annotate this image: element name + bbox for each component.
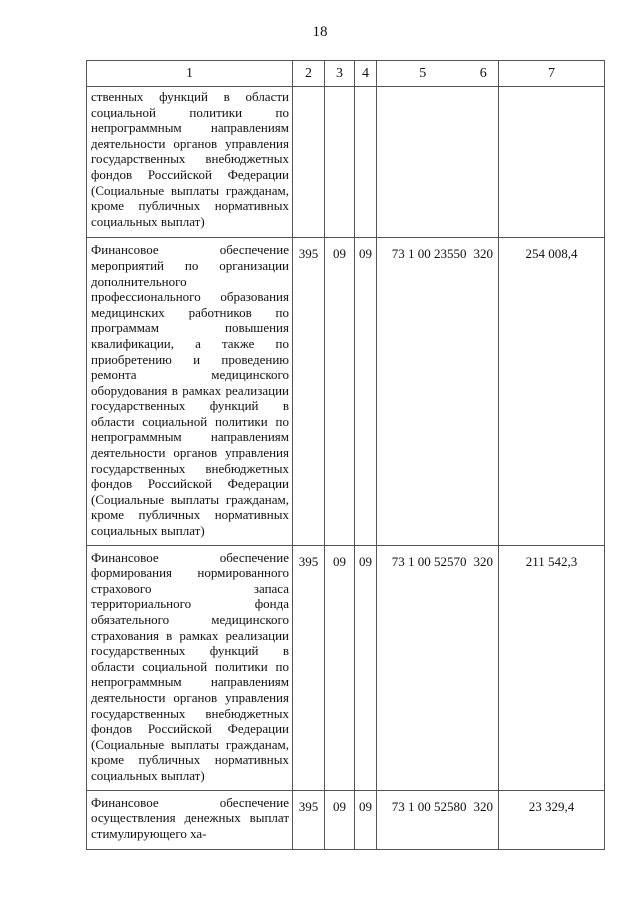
table-row — [87, 87, 605, 238]
header-col-5: 5 — [377, 61, 469, 87]
row-amount: 254 008,4 — [499, 238, 605, 545]
row-subsection: 09 — [355, 545, 377, 790]
row-amount: 211 542,3 — [499, 545, 605, 790]
row-name: Финансовое обеспечение мероприятий по организации дополнительного профессионального образования медицинских работников по программам повышения квалификации, а также по приобретению и проведению ремонта медицинского оборудования в рамках реализации государственных функций в области социальной политики по непрограммным направлениям деятельности органов управления государственных внебюджетных фондов Российской Федерации (Социальные выплаты гражданам, кроме публичных нормативных социальных выплат) — [87, 238, 293, 545]
row-expense-type: 320 — [469, 545, 499, 790]
row-section: 09 — [325, 545, 355, 790]
row-section: 09 — [325, 238, 355, 545]
row-expense-type — [469, 87, 499, 238]
header-col-2: 2 — [293, 61, 325, 87]
row-section: 09 — [325, 790, 355, 850]
row-target-code: 73 1 00 52570 — [377, 545, 469, 790]
row-target-code — [377, 87, 469, 238]
row-expense-type: 320 — [469, 238, 499, 545]
header-col-3: 3 — [325, 61, 355, 87]
table-header-row — [87, 61, 605, 87]
header-col-4: 4 — [355, 61, 377, 87]
row-target-code: 73 1 00 23550 — [377, 238, 469, 545]
row-subsection: 09 — [355, 238, 377, 545]
row-name: Финансовое обеспечение формирования нормированного страхового запаса территориального фонда обязательного медицинского страхования в рамках реализации государственных функций в области социальной политики по непрограммным направлениям деятельности органов управления государственных внебюджетных фондов Российской Федерации (Социальные выплаты гражданам, кроме публичных нормативных социальных выплат) — [87, 545, 293, 790]
page-number: 18 — [312, 24, 328, 40]
header-col-7: 7 — [499, 61, 605, 87]
row-subsection — [355, 87, 377, 238]
row-amount — [499, 87, 605, 238]
row-target-code: 73 1 00 52580 — [377, 790, 469, 850]
header-col-1: 1 — [87, 61, 293, 87]
row-admin-code: 395 — [293, 790, 325, 850]
table-row — [87, 790, 605, 850]
row-amount: 23 329,4 — [499, 790, 605, 850]
row-admin-code: 395 — [293, 545, 325, 790]
row-section — [325, 87, 355, 238]
row-admin-code: 395 — [293, 238, 325, 545]
row-expense-type: 320 — [469, 790, 499, 850]
row-subsection: 09 — [355, 790, 377, 850]
table-row — [87, 545, 605, 790]
row-admin-code — [293, 87, 325, 238]
row-name: Финансовое обеспечение осуществления денежных выплат стимулирующего ха- — [87, 790, 293, 850]
budget-table — [86, 60, 605, 850]
header-col-6: 6 — [469, 61, 499, 87]
row-name: ственных функций в области социальной политики по непрограммным направлениям деятельности органов управления государственных внебюджетных фондов Российской Федерации (Социальные выплаты гражданам, кроме публичных нормативных социальных выплат) — [87, 87, 293, 238]
table-row — [87, 238, 605, 545]
